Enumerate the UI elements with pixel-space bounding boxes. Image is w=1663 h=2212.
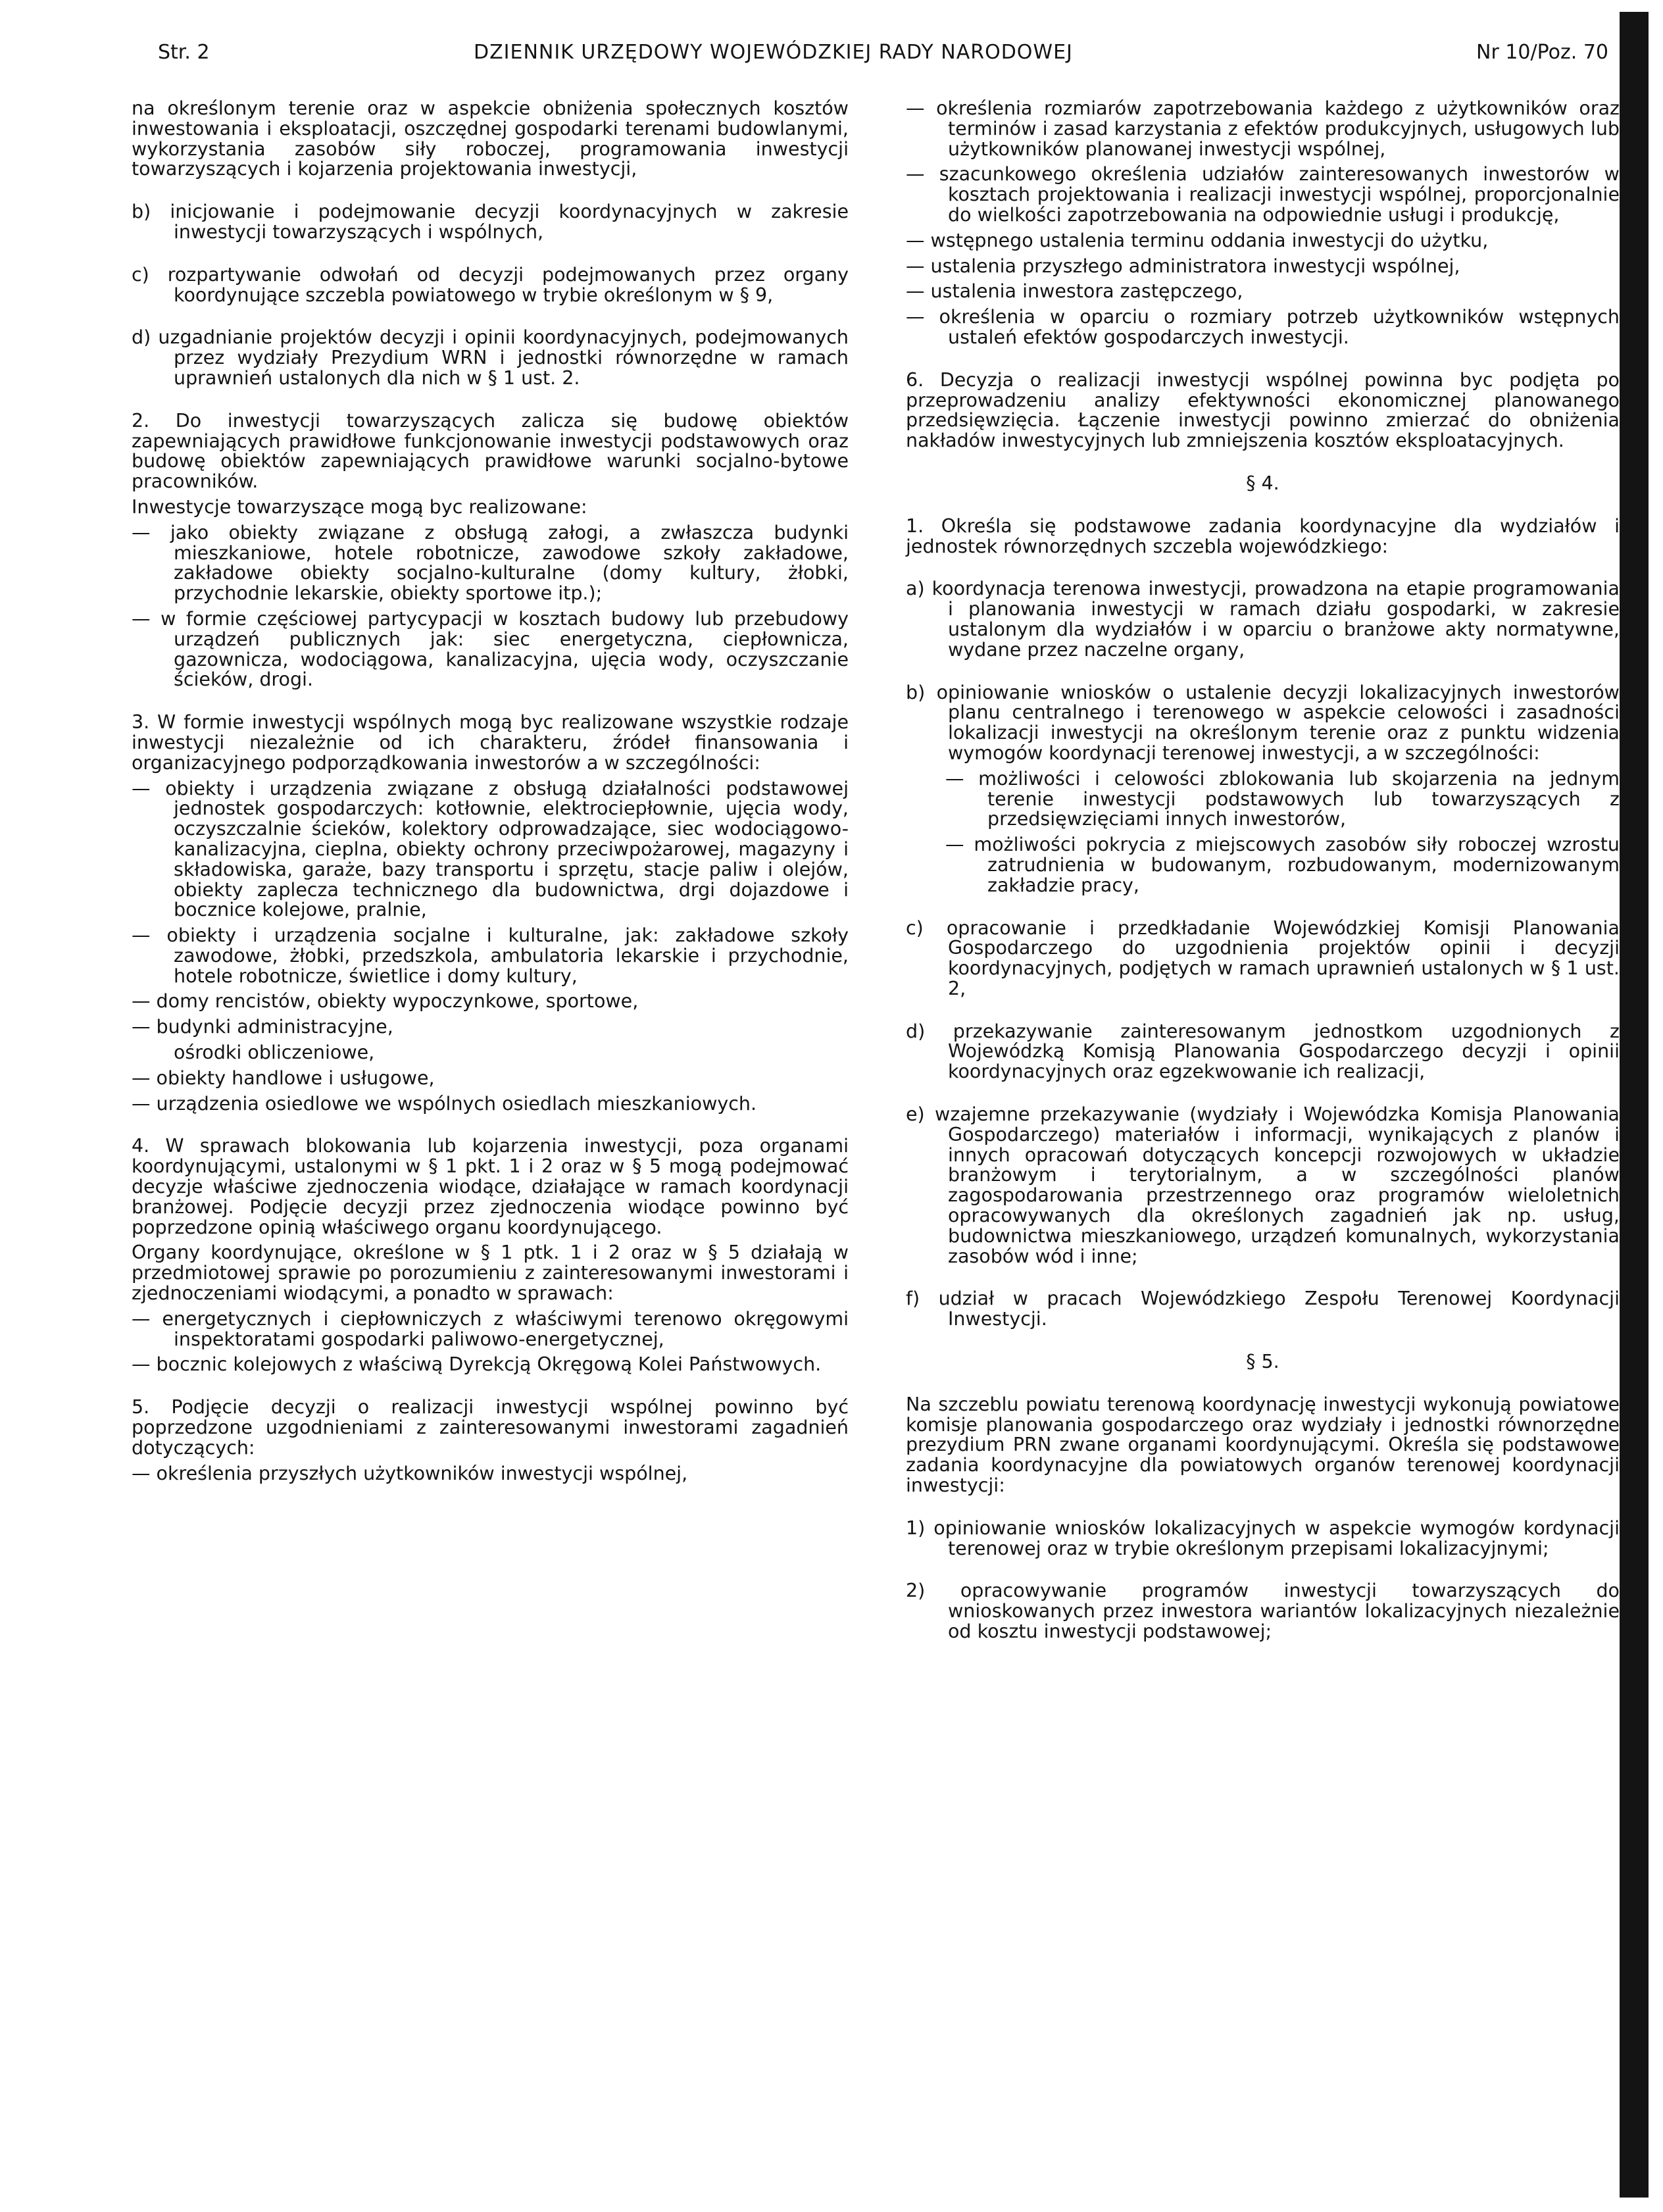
- paragraph: Na szczeblu powiatu terenową koordynację inwestycji wykonują powiatowe komisje planowania gospodarczego oraz wydziały i jednostki równorzędne prezydium PRN zwane organami koordynującymi. Określa się podstawowe zadania koordynacyjne dla powiatowych organów terenowej koordynacji inwestycji:: [906, 1393, 1620, 1497]
- paragraph: 1. Określa się podstawowe zadania koordynacyjne dla wydziałów i jednostek równorzędnych szczebla wojewódzkiego:: [906, 515, 1620, 557]
- list-item-2: 2) opracowywanie programów inwestycji towarzyszących do wnioskowanych przez inwestora wariantów lokalizacyjnych niezależnie od kosztu inwestycji podstawowej;: [906, 1580, 1620, 1643]
- dash-item: — domy rencistów, obiekty wypoczynkowe, sportowe,: [132, 990, 639, 1013]
- dash-item: — obiekty i urządzenia socjalne i kulturalne, jak: zakładowe szkoły zawodowe, żłobki, przedszkola, ambulatoria lekarskie i przychodnie, hotele robotnicze, świetlice i domy kultury,: [132, 924, 849, 987]
- list-item-b: b) inicjowanie i podejmowanie decyzji koordynacyjnych w zakresie inwestycji towarzyszących i wspólnych,: [132, 201, 849, 243]
- dash-item: — wstępnego ustalenia terminu oddania inwestycji do użytku,: [906, 229, 1489, 251]
- list-item-1: 1) opiniowanie wniosków lokalizacyjnych w aspekcie wymogów kordynacji terenowej oraz w trybie określonym przepisami lokalizacyjnymi;: [906, 1517, 1620, 1559]
- dash-item: — ustalenia przyszłego administratora inwestycji wspólnej,: [906, 255, 1460, 277]
- dash-item: — możliwości pokrycia z miejscowych zasobów siły roboczej wzrostu zatrudnienia w budowanym, rozbudowanym, modernizowanym zakładzie pracy,: [945, 834, 1620, 896]
- list-item-a: a) koordynacja terenowa inwestycji, prowadzona na etapie programowania i planowania inwestycji w ramach działu gospodarki, w zakresie ustalonym dla wydziałów i w oparciu o branżowe akty normatywne, wydane przez naczelne organy,: [906, 578, 1620, 661]
- page-number: Str. 2: [158, 41, 210, 64]
- section-5-paragraph: 5. Podjęcie decyzji o realizacji inwestycji wspólnej powinno być poprzedzone uzgodnieniami z zainteresowanymi inwestorami zagadnień dotyczących:: [132, 1396, 849, 1459]
- dash-item: — budynki administracyjne,: [132, 1016, 393, 1038]
- issue-number: Nr 10/Poz. 70: [1476, 41, 1608, 64]
- right-column: [906, 99, 1620, 1642]
- dash-item: — określenia w oparciu o rozmiary potrzeb użytkowników wstępnych ustaleń efektów gospodarczych inwestycji.: [906, 306, 1620, 348]
- dash-item: — obiekty i urządzenia związane z obsługą działalności podstawowej jednostek gospodarczych: kotłownie, elektrociepłownie, ujęcia wody, oczyszczalnie ścieków, kolektory odprowadzające, siec wodociągowo-kanalizacyjna, cieplna, obiekty ochrony przeciwpożarowej, magazyny i składowiska, garaże, bazy transportu i sprzętu, stacje paliw i olejów, obiekty zaplecza technicznego dla budownictwa, drgi dojazdowe i bocznice kolejowe, pralnie,: [132, 777, 849, 921]
- dash-item: — określenia rozmiarów zapotrzebowania każdego z użytkowników oraz terminów i zasad karzystania z efektów produkcyjnych, usługowych lub użytkowników planowanej inwestycji wspólnej,: [906, 97, 1620, 160]
- paragraph: na określonym terenie oraz w aspekcie obniżenia społecznych kosztów inwestowania i eksploatacji, oszczędnej gospodarki terenami budowlanymi, wykorzystania zasobów siły roboczej, programowania inwestycji towarzyszących i kojarzenia projektowania inwestycji,: [132, 97, 849, 180]
- paragraph: Inwestycje towarzyszące mogą byc realizowane:: [132, 495, 587, 518]
- dash-item: — w formie częściowej partycypacji w kosztach budowy lub przebudowy urządzeń publicznych jak: siec energetyczna, ciepłownicza, gazownicza, wodociągowa, kanalizacyjna, ujęcia wody, oczyszczanie ścieków, drogi.: [132, 607, 849, 691]
- dash-item: — energetycznych i ciepłowniczych z właściwymi terenowo okręgowymi inspektoratami gospodarki paliwowo-energetycznej,: [132, 1307, 849, 1350]
- list-item-b: b) opiniowanie wniosków o ustalenie decyzji lokalizacyjnych inwestorów planu centralnego i terenowego w aspekcie celowości i zasadności lokalizacji inwestycji na określonym terenie oraz z punktu widzenia wymogów koordynacji terenowej inwestycji, a w szczególności:: [906, 681, 1620, 764]
- journal-title: DZIENNIK URZĘDOWY WOJEWÓDZKIEJ RADY NARODOWEJ: [474, 41, 1073, 64]
- list-item-c: c) opracowanie i przedkładanie Wojewódzkiej Komisji Planowania Gospodarczego do uzgodnienia projektów opinii i decyzji koordynacyjnych, podjętych w ramach uprawnień ustalonych w § 1 ust. 2,: [906, 917, 1620, 999]
- dash-item: — urządzenia osiedlowe we wspólnych osiedlach mieszkaniowych.: [132, 1092, 757, 1115]
- list-item-d: d) uzgadnianie projektów decyzji i opinii koordynacyjnych, podejmowanych przez wydziały Prezydium WRN i jednostki równorzędne w ramach uprawnień ustalonych dla nich w § 1 ust. 2.: [132, 326, 849, 389]
- dash-item: — bocznic kolejowych z właściwą Dyrekcją Okręgową Kolei Państwowych.: [132, 1353, 822, 1376]
- list-item-c: c) rozpartywanie odwołań od decyzji podejmowanych przez organy koordynujące szczebla powiatowego w trybie określonym w § 9,: [132, 263, 849, 306]
- list-item-e: e) wzajemne przekazywanie (wydziały i Wojewódzka Komisja Planowania Gospodarczego) materiałów i informacji, wynikających z planów i innych opracowań dotyczących koncepcji rozwojowych w układzie branżowym i terytorialnym, a w szczególności planów zagospodarowania przestrzennego oraz programów wieloletnich opracowywanych dla określonych zagadnień jak np. usług, budownictwa mieszkaniowego, urządzeń komunalnych, wykorzystania zasobów wód i inne;: [906, 1103, 1620, 1267]
- dash-item: ośrodki obliczeniowe,: [174, 1042, 375, 1064]
- paragraph: Organy koordynujące, określone w § 1 ptk. 1 i 2 oraz w § 5 działają w przedmiotowej sprawie po porozumieniu z zainteresowanymi inwestorami i zjednoczeniami wiodącymi, a ponadto w sprawach:: [132, 1242, 849, 1305]
- list-item-f: f) udział w pracach Wojewódzkiego Zespołu Terenowej Koordynacji Inwestycji.: [906, 1288, 1620, 1330]
- section-2-paragraph: 2. Do inwestycji towarzyszących zalicza się budowę obiektów zapewniających prawidłowe funkcjonowanie inwestycji podstawowych oraz budowę obiektów zapewniających prawidłowe warunki socjalno-bytowe pracowników.: [132, 409, 849, 493]
- page-header: [158, 41, 1608, 80]
- dash-item: — jako obiekty związane z obsługą załogi, a zwłaszcza budynki mieszkaniowe, hotele robotnicze, zawodowe szkoły zakładowe, zakładowe obiekty socjalno-kulturalne (domy kultury, żłobki, przychodnie lekarskie, obiekty sportowe itp.);: [132, 521, 849, 605]
- dash-item: — ustalenia inwestora zastępczego,: [906, 280, 1243, 303]
- left-column: [132, 99, 849, 1484]
- section-heading: § 4.: [1246, 472, 1279, 494]
- dash-item: — obiekty handlowe i usługowe,: [132, 1067, 435, 1089]
- section-3-paragraph: 3. W formie inwestycji wspólnych mogą byc realizowane wszystkie rodzaje inwestycji niezależnie od ich charakteru, źródeł finansowania i organizacyjnego podporządkowania inwestorów a w szczególności:: [132, 711, 849, 774]
- dash-item: — możliwości i celowości zblokowania lub skojarzenia na jednym terenie inwestycji podstawowych lub towarzyszących z przedsięwzięciami innych inwestorów,: [945, 767, 1620, 830]
- section-heading: § 5.: [1246, 1351, 1279, 1373]
- dash-item: — określenia przyszłych użytkowników inwestycji wspólnej,: [132, 1462, 688, 1484]
- scan-edge: [1620, 12, 1649, 2198]
- section-6-paragraph: 6. Decyzja o realizacji inwestycji wspólnej powinna byc podjęta po przeprowadzeniu analizy efektywności ekonomicznej planowanego przedsięwzięcia. Łączenie inwestycji powinno zmierzać do obniżenia nakładów inwestycyjnych lub zmniejszenia kosztów eksploatacyjnych.: [906, 368, 1620, 452]
- list-item-d: d) przekazywanie zainteresowanym jednostkom uzgodnionych z Wojewódzką Komisją Planowania Gospodarczego decyzji i opinii koordynacyjnych oraz egzekwowanie ich realizacji,: [906, 1020, 1620, 1083]
- dash-item: — szacunkowego określenia udziałów zainteresowanych inwestorów w kosztach projektowania i realizacji inwestycji wspólnej, proporcjonalnie do wielkości zapotrzebowania na odpowiednie usługi i produkcję,: [906, 163, 1620, 226]
- section-4-paragraph: 4. W sprawach blokowania lub kojarzenia inwestycji, poza organami koordynującymi, ustalonymi w § 1 pkt. 1 i 2 oraz w § 5 mogą podejmować decyzje właściwe zjednoczenia wiodące, działające w ramach koordynacji branżowej. Podjęcie decyzji przez zjednoczenia wiodące powinno być poprzedzone opinią właściwego organu koordynującego.: [132, 1135, 849, 1238]
